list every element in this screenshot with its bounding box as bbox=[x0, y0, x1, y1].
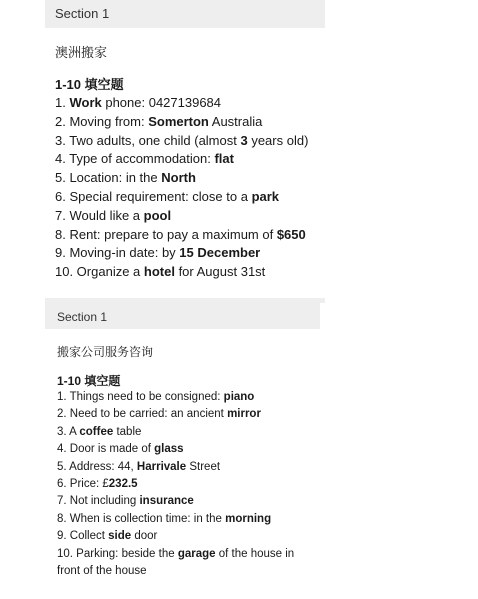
section-subtitle: 澳洲搬家 bbox=[55, 45, 108, 60]
list-item: 9. Moving-in date: by 15 December bbox=[55, 245, 261, 261]
section-header: Section 1 bbox=[45, 303, 320, 329]
list-item: 9. Collect side door bbox=[57, 530, 158, 543]
section-body bbox=[45, 343, 325, 580]
list-item: 3. A coffee table bbox=[57, 425, 142, 438]
section-header: Section 1 bbox=[45, 0, 325, 28]
list-item: 2. Need to be carried: an ancient mirror bbox=[57, 408, 261, 421]
question-heading: 1-10 填空题 bbox=[57, 374, 121, 388]
answer-list bbox=[57, 389, 325, 580]
list-item: 7. Would like a pool bbox=[55, 207, 172, 223]
list-item: 10. Parking: beside the garage of the house in front of the house bbox=[57, 547, 295, 578]
list-item: 4. Type of accommodation: flat bbox=[55, 151, 234, 167]
question-heading: 1-10 填空题 bbox=[55, 77, 124, 92]
section-panel-1 bbox=[45, 0, 325, 296]
list-item: 5. Address: 44, Harrivale Street bbox=[57, 460, 221, 473]
section-body bbox=[45, 44, 325, 282]
section-panel-2 bbox=[45, 303, 325, 599]
list-item: 8. When is collection time: in the morning bbox=[57, 512, 272, 525]
answer-list bbox=[55, 94, 325, 282]
list-item: 1. Things need to be consigned: piano bbox=[57, 391, 255, 403]
list-item: 6. Special requirement: close to a park bbox=[55, 188, 280, 204]
list-item: 3. Two adults, one child (almost 3 years old) bbox=[55, 132, 309, 148]
list-item: 4. Door is made of glass bbox=[57, 443, 184, 456]
list-item: 5. Location: in the North bbox=[55, 170, 196, 186]
list-item: 10. Organize a hotel for August 31st bbox=[55, 264, 266, 280]
list-item: 2. Moving from: Somerton Australia bbox=[55, 113, 263, 129]
list-item: 8. Rent: prepare to pay a maximum of $650 bbox=[55, 226, 306, 242]
list-item: 6. Price: £232.5 bbox=[57, 478, 138, 491]
list-item: 1. Work phone: 0427139684 bbox=[55, 95, 222, 110]
list-item: 7. Not including insurance bbox=[57, 495, 194, 508]
section-subtitle: 搬家公司服务咨询 bbox=[57, 345, 154, 359]
